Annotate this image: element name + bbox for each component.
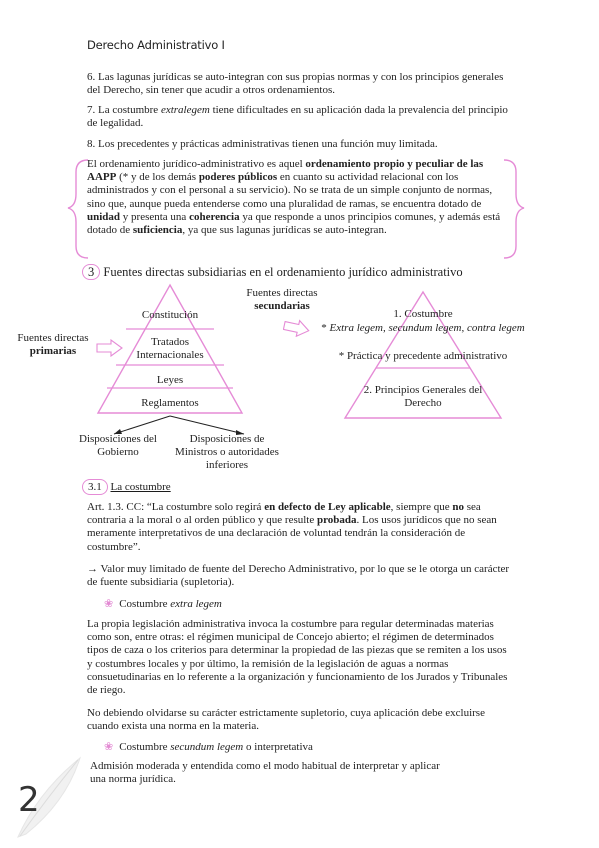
- page-number: 2: [18, 780, 40, 820]
- secundum-post: o interpretativa: [243, 741, 313, 753]
- boxed-t2: (* y de los demás: [116, 171, 199, 184]
- secundum-legem-heading: [104, 741, 529, 754]
- item-7-pre: 7. La costumbre: [87, 104, 161, 116]
- arrow-right-icon: [96, 339, 124, 357]
- extra-legem-italic: extra legem: [170, 598, 222, 610]
- secondary-level-principios: 2. Principios Generales del Derecho: [363, 384, 483, 409]
- item-6: 6. Las lagunas jurídicas se auto-integran con sus propias normas y con los principios generales del Derecho, sin tener que acudir a otros ordenamientos.: [87, 71, 504, 97]
- art-t1: Art. 1.3. CC: “La costumbre solo regirá: [87, 501, 265, 513]
- costumbre-types-text: Extra legem, secundum legem, contra legem: [329, 322, 525, 334]
- costumbre-types-star: *: [321, 322, 330, 334]
- practica-precedente: * Práctica y precedente administrativo: [338, 350, 508, 362]
- flower-bullet-icon-2: ❀: [104, 741, 114, 753]
- extra-legem-text: La propia legislación administrativa invoca la costumbre para regular determinadas materias como son, entre otras: el régimen municipal de Concejo abierto; el régimen de determinados tipos de caza o los criterios para determinar la propiedad de las piezas que se remiten a los usos y costumbres locales y por último, la remisión de la legislación de aguas a normas consuetudinarias en lo referente a la organización y funcionamiento de los Jurados y Tribunales de riego.: [87, 618, 508, 697]
- boxed-b5: suficiencia: [132, 224, 183, 237]
- article-1-3-cc: [87, 501, 512, 554]
- boxed-b2: poderes públicos: [198, 171, 278, 184]
- boxed-t4: y presenta una: [120, 210, 190, 223]
- item-8: 8. Los precedentes y prácticas administrativas tienen una función muy limitada.: [87, 138, 438, 150]
- pyramid-level-leyes: Leyes: [156, 374, 184, 386]
- extra-legem-heading: [104, 598, 529, 611]
- section-3-title: Fuentes directas subsidiarias en el ordenamiento jurídico administrativo: [103, 265, 463, 279]
- section-3-1-number: 3.1: [82, 479, 108, 495]
- primary-label-line1: Fuentes directas: [17, 332, 89, 344]
- art-t3: sea contraria a la moral o al orden público y que resulte: [87, 501, 481, 527]
- primary-sources-label: [8, 332, 98, 358]
- pyramid-level-constitucion: Constitución: [141, 309, 199, 321]
- art-t4: . Los usos jurídicos que no sean meramente interpretativos de una declaración de voluntad tendrán la consideración de costumbre”.: [87, 514, 497, 553]
- arrow-down-right-icon: [283, 319, 311, 337]
- boxed-b3: unidad: [87, 210, 121, 223]
- admision-paragraph: Admisión moderada y entendida como el modo habitual de interpretar y aplicar una norma jurídica.: [90, 760, 440, 786]
- costumbre-types: [318, 322, 528, 335]
- secondary-label-line2: secundarias: [254, 300, 310, 312]
- art-b1: en defecto de Ley aplicable: [264, 501, 391, 513]
- secundum-pre: Costumbre: [119, 741, 171, 753]
- pyramid-level-reglamentos: Reglamentos: [141, 397, 199, 409]
- art-b3: probada: [317, 514, 357, 527]
- flower-bullet-icon: ❀: [104, 598, 114, 610]
- page-header: Derecho Administrativo I: [87, 38, 225, 52]
- art-b2: no: [452, 501, 464, 513]
- ordenamiento-paragraph: [87, 158, 511, 237]
- boxed-t5: ya que responde a unos principios comunes, y además está dotado de: [87, 210, 501, 237]
- no-debiendo-paragraph: No debiendo olvidarse su carácter estrictamente supletorio, cuya aplicación debe excluirse cuando exista una norma en la materia.: [87, 707, 485, 733]
- valor-paragraph: → Valor muy limitado de fuente del Derecho Administrativo, por lo que se le otorga un carácter de fuente subsidiaria (supletoria).: [87, 563, 510, 589]
- item-7: [87, 104, 512, 130]
- boxed-b4: coherencia: [189, 210, 240, 223]
- section-3-heading: [82, 264, 463, 280]
- primary-label-line2: primarias: [29, 345, 77, 357]
- disposiciones-ministros: Disposiciones de Ministros o autoridades inferiores: [175, 433, 279, 471]
- section-3-1-heading: [82, 479, 171, 495]
- secondary-sources-label: [232, 287, 332, 313]
- secundum-italic: secundum legem: [170, 741, 244, 753]
- pyramid-level-tratados: Tratados Internacionales: [136, 336, 204, 361]
- item-7-italic: extralegem: [160, 104, 210, 116]
- boxed-t1: El ordenamiento jurídico-administrativo es aquel: [87, 158, 306, 170]
- secondary-label-line1: Fuentes directas: [246, 287, 318, 299]
- boxed-t6: , ya que sus lagunas jurídicas se auto-integran.: [182, 224, 387, 237]
- art-t2: , siempre que: [390, 501, 453, 513]
- section-3-number: 3: [82, 264, 100, 280]
- item-7-post: tiene dificultades en su aplicación dada la prevalencia del principio de legalidad.: [87, 104, 508, 130]
- disposiciones-gobierno: Disposiciones del Gobierno: [79, 433, 157, 458]
- section-3-1-title: La costumbre: [110, 481, 171, 493]
- boxed-t3: en cuanto su actividad relacional con los administrados y con el personal a su servicio). No se trata de un simple conjunto de normas, sino que, aunque pueda entenderse como una pluralidad de ramas, se encuentra dotado de: [87, 171, 493, 210]
- boxed-b1: ordenamiento propio y peculiar de las AAPP: [87, 158, 484, 184]
- secondary-level-costumbre: 1. Costumbre: [393, 308, 453, 320]
- extra-legem-pre: Costumbre: [119, 598, 171, 610]
